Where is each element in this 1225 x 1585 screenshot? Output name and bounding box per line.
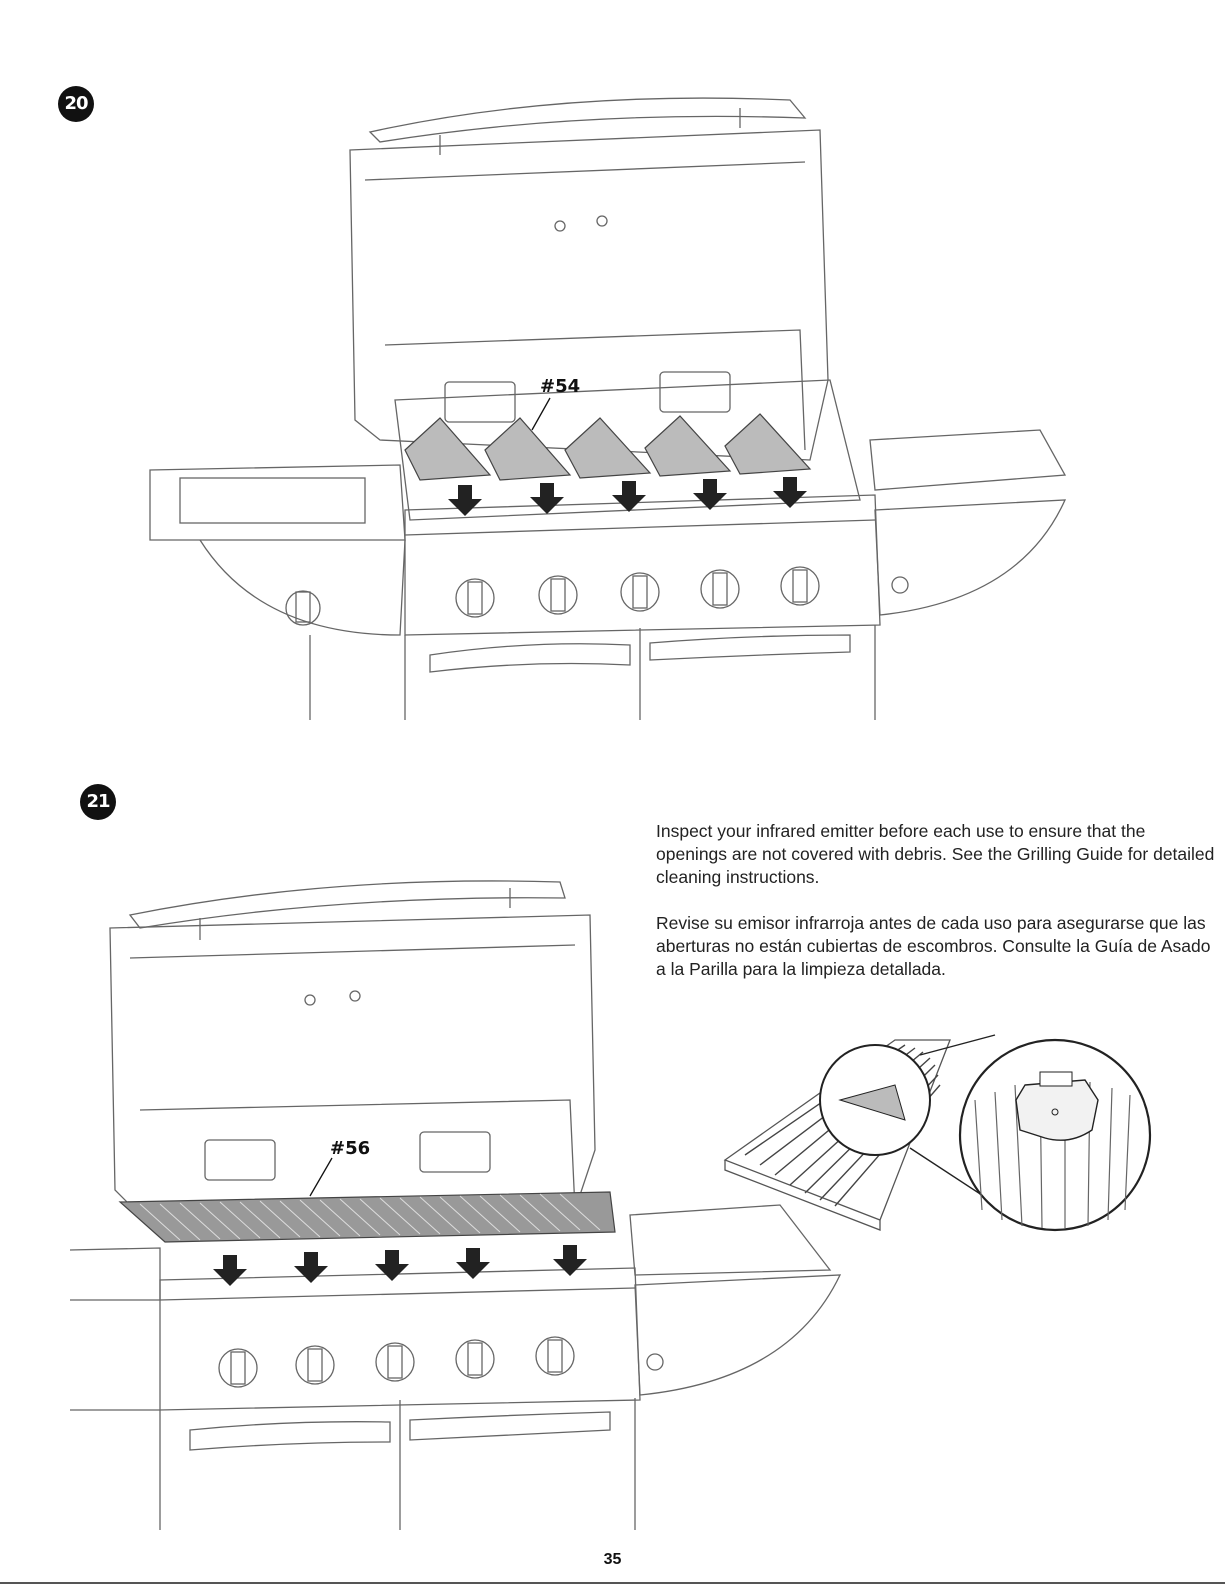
step-number-badge: 20 [58,86,94,122]
instruction-text-english: Inspect your infrared emitter before each use to ensure that the openings are not covered with debris. See the Grilling Guide for detailed cleaning instructions. [656,821,1215,887]
page-number: 35 [603,1551,622,1568]
step-number-badge: 21 [80,784,116,820]
page-bottom-rule [0,1582,1225,1584]
part-callout-56: #56 [330,1138,371,1159]
grate-detail-illustration [720,1030,1170,1240]
part-callout-54: #54 [540,376,581,397]
instruction-text-spanish: Revise su emisor infrarroja antes de cada uso para asegurarse que las aberturas no están cubiertas de escombros. Consulte la Guía de Asado a la Parilla para la limpieza detallada. [656,913,1211,979]
step-20-grill-illustration [140,80,1080,730]
